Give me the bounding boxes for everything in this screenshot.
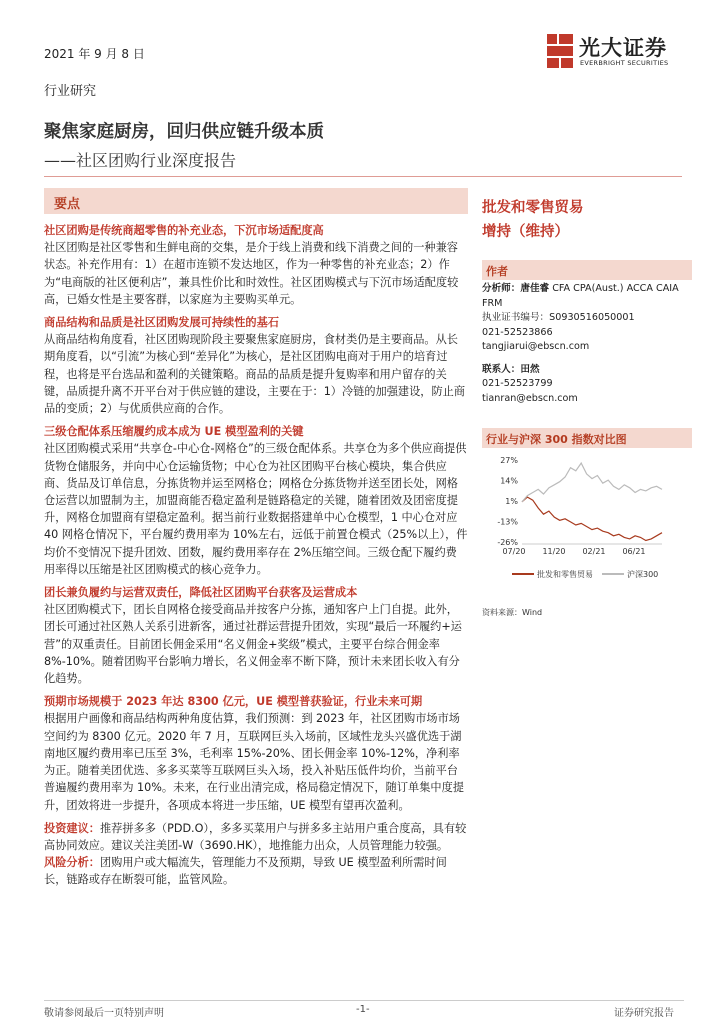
contact-email[interactable]: tianran@ebscn.com bbox=[482, 392, 578, 404]
legend-label: 沪深300 bbox=[627, 570, 659, 579]
analyst-creds: CFA CPA(Aust.) ACCA CAIA FRM bbox=[482, 283, 679, 309]
section-heading: 社区团购是传统商超零售的补充业态，下沉市场适配度高 bbox=[44, 224, 324, 237]
footer-disclaimer[interactable]: 敬请参阅最后一页特别声明 bbox=[44, 1008, 164, 1019]
section-body: 从商品结构角度看，社区团购现阶段主要聚焦家庭厨房，食材类仍是主要商品。从长期角度看，以“引流”为核心到“差异化”为核心，是社区团购电商对于用户的培育过程，也将是平台选品和盈利的关键策略。商品的品质是提升复购率和用户留存的关键，品质提升离不开平台对于供应链的建设，主要在于：1）冷链的加强建设，防止商品的变质；2）与优质供应商的合作。 bbox=[44, 333, 466, 416]
x-tick-label: 07/20 bbox=[502, 547, 526, 556]
analyst-phone: 021-52523866 bbox=[482, 326, 553, 338]
contact-name: 田然 bbox=[520, 363, 540, 375]
risk-analysis bbox=[44, 854, 468, 888]
brand-logo bbox=[547, 32, 707, 74]
logo-mark-icon bbox=[547, 34, 573, 68]
contact-line bbox=[482, 363, 694, 378]
analyst-line bbox=[482, 282, 694, 311]
analyst-email[interactable]: tangjiarui@ebscn.com bbox=[482, 341, 590, 352]
rating: 增持（维持） bbox=[482, 224, 569, 240]
invest-text: 推荐拼多多（PDD.O），多多买菜用户与拼多多主站用户重合度高，具有较高协同效应。建议关注美团-W（3690.HK），地推能力出众，人员管理能力较强。 bbox=[44, 821, 467, 852]
x-tick-label: 02/21 bbox=[582, 547, 606, 556]
series-line-industry bbox=[522, 497, 662, 540]
report-subtitle: ——社区团购行业深度报告 bbox=[44, 151, 237, 170]
logo-text-en: EVERBRIGHT SECURITIES bbox=[580, 59, 669, 67]
y-tick-label: -26% bbox=[497, 538, 518, 547]
main-column bbox=[44, 222, 468, 889]
keypoints-label: 要点 bbox=[54, 197, 81, 212]
footer-divider bbox=[44, 1000, 684, 1001]
author-info bbox=[482, 282, 694, 406]
industry-name: 批发和零售贸易 bbox=[482, 200, 584, 216]
series-line-csi300 bbox=[522, 463, 662, 502]
report-date: 2021 年 9 月 8 日 bbox=[44, 47, 145, 61]
author-label: 作者 bbox=[486, 265, 508, 278]
section-body: 社区团购模式下，团长自网格仓接受商品并按客户分拣，通知客户上门自提。此外，团长可通过社区熟人关系引进新客，通过社群运营提升团效，实现“最后一环履约+运营”的双重责任。目前团长佣金采用“名义佣金+奖级”模式，主要平台综合佣金率 8%-10%。随着团购平台影响力增长，名义佣金率不断下降，预计未来团长收入有分化趋势。 bbox=[44, 603, 462, 686]
analyst-label: 分析师： bbox=[482, 283, 521, 294]
y-tick-label: -13% bbox=[497, 517, 518, 527]
chart-source: 资料来源：Wind bbox=[482, 608, 543, 617]
section-body: 社区团购是社区零售和生鲜电商的交集，是介于线上消费和线下消费之间的一种兼容状态。补充作用有：1）在超市连锁不发达地区，作为一种零售的补充业态；2）作为“电商版的社区便利店”，兼具性价比和时效性。社区团购模式与下沉市场适配度较高，已婚女性是主要客群，以家庭为主要购买单元。 bbox=[44, 241, 459, 306]
comparison-chart bbox=[482, 452, 694, 592]
analyst-name: 唐佳睿 bbox=[520, 283, 550, 294]
chart-title-band bbox=[482, 428, 692, 448]
page-number: -1- bbox=[356, 1004, 370, 1015]
report-title: 聚焦家庭厨房，回归供应链升级本质 bbox=[44, 122, 324, 142]
risk-text: 团购用户或大幅流失，管理能力不及预期，导致 UE 模型盈利所需时间长，链路或存在断裂可能，监管风险。 bbox=[44, 856, 447, 887]
y-tick-label: 1% bbox=[505, 497, 518, 506]
section-heading: 团长兼负履约与运营双责任，降低社区团购平台获客及运营成本 bbox=[44, 586, 358, 600]
cert-number: 执业证书编号：S0930516050001 bbox=[482, 312, 635, 323]
section-heading: 预期市场规模于 2023 年达 8300 亿元，UE 模型普获验证，行业未来可期 bbox=[44, 695, 423, 709]
y-tick-label: 14% bbox=[500, 476, 518, 486]
author-band bbox=[482, 260, 692, 280]
section-body: 社区团购模式采用“共享仓-中心仓-网格仓”的三级仓配体系。共享仓为多个供应商提供货物仓储服务，并向中心仓运输货物；中心仓为社区团购平台核心模块，集合供应商、货品及订单信息，分拣货物并运至网格仓；网格仓分拣货物并送至团长处，网格仓运营以加盟制为主，加盟商能否稳定盈利是链路稳定的关键，随着团效及团密度提升，网格仓加盟商有望稳定盈利。据当前行业数据搭建单中心仓模型，1 中心仓对应 40 网格仓情况下，平台履约费用率为 10%左右，远低于前置仓模式（25%以上），件均价不变情况下提升团效、团数，履约费用率存在 2%压缩空间。三级仓配下履约费用率得以压缩是社区团购模式的核心竞争力。 bbox=[44, 442, 468, 576]
section-heading: 商品结构和品质是社区团购发展可持续性的基石 bbox=[44, 316, 279, 330]
footer-report-type: 证券研究报告 bbox=[614, 1008, 674, 1019]
keypoints-band bbox=[44, 188, 468, 214]
contact-phone: 021-52523799 bbox=[482, 378, 553, 389]
title-divider bbox=[44, 176, 682, 177]
invest-label: 投资建议： bbox=[44, 821, 100, 835]
y-tick-label: 27% bbox=[500, 456, 518, 465]
section-heading: 三级仓配体系压缩履约成本成为 UE 模型盈利的关键 bbox=[44, 425, 304, 439]
x-tick-label: 06/21 bbox=[622, 547, 646, 556]
x-tick-label: 11/20 bbox=[542, 547, 566, 556]
invest-advice bbox=[44, 820, 468, 854]
report-category: 行业研究 bbox=[44, 84, 97, 99]
logo-text-cn: 光大证券 bbox=[579, 36, 667, 60]
contact-label: 联系人： bbox=[482, 363, 521, 375]
chart-title: 行业与沪深 300 指数对比图 bbox=[486, 433, 627, 446]
legend-label: 批发和零售贸易 bbox=[537, 570, 593, 579]
section-body: 根据用户画像和商品结构两种角度估算，我们预测：到 2023 年，社区团购市场市场空间约为 8300 亿元。2020 年 7 月，互联网巨头入场前，区域性龙头兴盛优选于湖南地区履约费用率已压至 3%，毛利率 15%-20%、团长佣金率 10%-12%，净利率为正。随着美团优选、多多买菜等互联网巨头入场，投入补贴压低件均价，当前平台普遍履约费用率为 10%。未来，在行业出清完成，格局稳定情况下，随订单集中度提升，团效将进一步提升，各项成本将进一步压缩，UE 模型有望再次盈利。 bbox=[44, 712, 464, 812]
risk-label: 风险分析： bbox=[44, 856, 100, 870]
